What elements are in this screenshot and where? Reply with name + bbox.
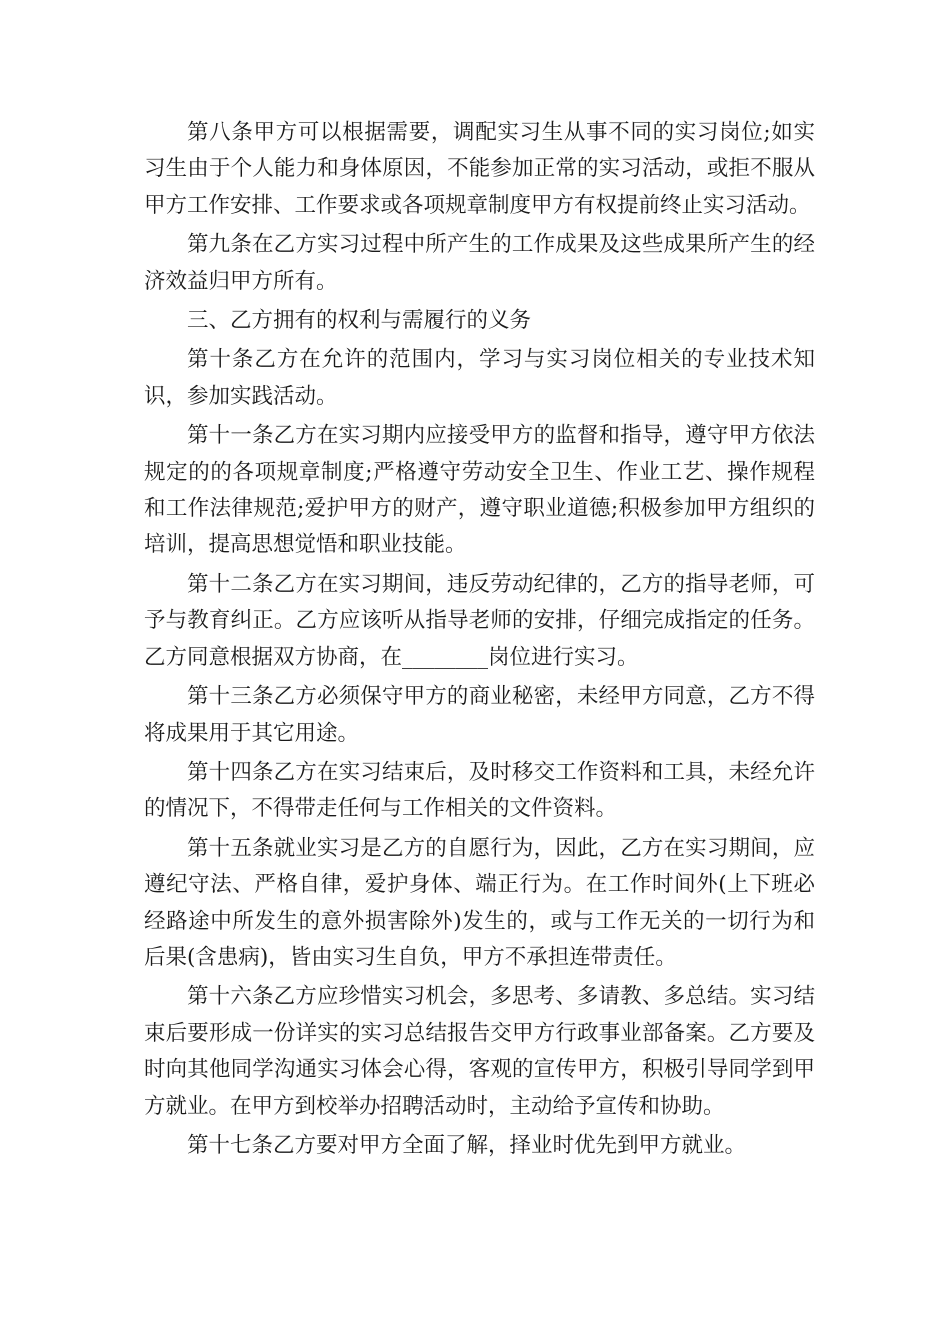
article-11-paragraph: 第十一条乙方在实习期内应接受甲方的监督和指导，遵守甲方依法规定的的各项规章制度;严格遵守劳动安全卫生、作业工艺、操作规程和工作法律规范;爱护甲方的财产，遵守职业道德;积极参加甲方组织的培训，提高思想觉悟和职业技能。	[144, 423, 815, 558]
article-9-paragraph: 第九条在乙方实习过程中所产生的工作成果及这些成果所产生的经济效益归甲方所有。	[144, 232, 815, 294]
article-17-paragraph: 第十七条乙方要对甲方全面了解，择业时优先到甲方就业。	[187, 1132, 747, 1158]
article-16-paragraph: 第十六条乙方应珍惜实习机会，多思考、多请教、多总结。实习结束后要形成一份详实的实习总结报告交甲方行政事业部备案。乙方要及时向其他同学沟通实习体会心得，客观的宣传甲方，积极引导同学到甲方就业。在甲方到校举办招聘活动时，主动给予宣传和协助。	[144, 984, 815, 1119]
article-8-paragraph: 第八条甲方可以根据需要，调配实习生从事不同的实习岗位;如实习生由于个人能力和身体原因，不能参加正常的实习活动，或拒不服从甲方工作安排、工作要求或各项规章制度甲方有权提前终止实习活动。	[144, 120, 815, 218]
article-10-paragraph: 第十条乙方在允许的范围内，学习与实习岗位相关的专业技术知识，参加实践活动。	[144, 347, 815, 409]
article-14-paragraph: 第十四条乙方在实习结束后，及时移交工作资料和工具，未经允许的情况下，不得带走任何与工作相关的文件资料。	[144, 759, 815, 822]
section-3-heading: 三、乙方拥有的权利与需履行的义务	[187, 308, 532, 334]
article-15-paragraph: 第十五条就业实习是乙方的自愿行为，因此，乙方在实习期间，应遵纪守法、严格自律，爱护身体、端正行为。在工作时间外(上下班必经路途中所发生的意外损害除外)发生的，或与工作无关的一切行为和后果(含患病)，皆由实习生自负，甲方不承担连带责任。	[144, 835, 815, 970]
article-13-paragraph: 第十三条乙方必须保守甲方的商业秘密，未经甲方同意，乙方不得将成果用于其它用途。	[144, 684, 815, 746]
article-12-paragraph: 第十二条乙方在实习期间，违反劳动纪律的，乙方的指导老师，可予与教育纠正。乙方应该听从指导老师的安排，仔细完成指定的任务。乙方同意根据双方协商，在________岗位进行实习。	[144, 571, 815, 670]
